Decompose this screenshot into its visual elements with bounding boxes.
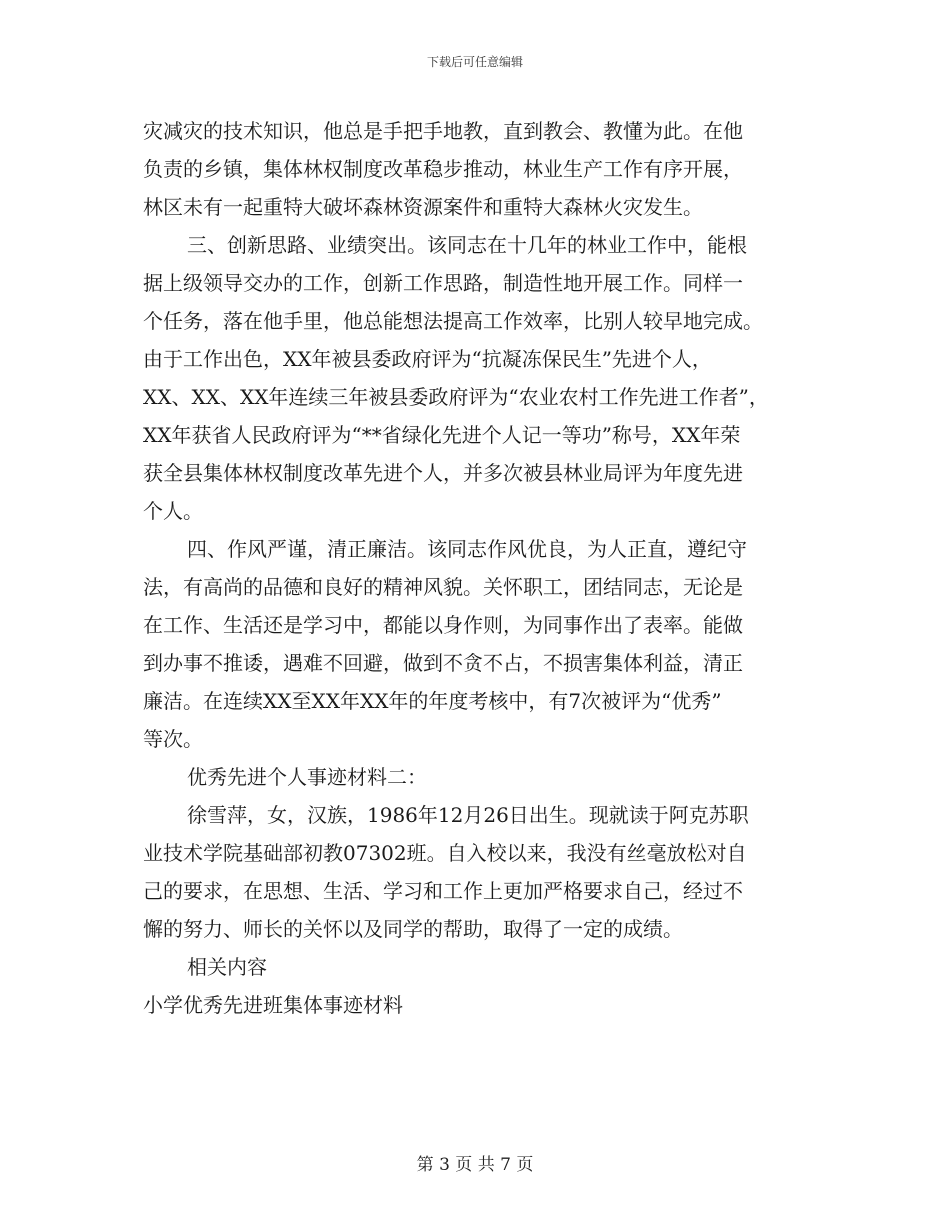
text-line: 法，有高尚的品德和良好的精神风貌。关怀职工，团结同志，无论是 [143, 575, 743, 599]
text-line: 业技术学院基础部初教07302班。自入校以来，我没有丝毫放松对自 [143, 841, 747, 865]
text-line: 徐雪萍，女，汉族，1986年12月26日出生。现就读于阿克苏职 [187, 803, 749, 827]
text-line: 懈的努力、师长的关怀以及同学的帮助，取得了一定的成绩。 [143, 917, 683, 941]
text-line: 获全县集体林权制度改革先进个人，并多次被县林业局评为年度先进 [143, 461, 743, 485]
material-two-title: 优秀先进个人事迹材料二： [187, 765, 427, 789]
document-body [143, 112, 808, 1024]
text-line: 灾减灾的技术知识，他总是手把手地教，直到教会、教懂为此。在他 [143, 119, 743, 143]
text-line: XX、XX、XX年连续三年被县委政府评为“农业农村工作先进工作者”， [143, 385, 769, 409]
text-line: 由于工作出色，XX年被县委政府评为“抗凝冻保民生”先进个人， [143, 347, 712, 371]
related-content-link[interactable]: 小学优秀先进班集体事迹材料 [143, 993, 403, 1017]
text-line: XX年获省人民政府评为“**省绿化先进个人记一等功”称号，XX年荣 [143, 423, 741, 447]
text-line: 据上级领导交办的工作，创新工作思路，制造性地开展工作。同样一 [143, 271, 743, 295]
page-header: 下载后可任意编辑 [426, 55, 523, 69]
text-line: 到办事不推诿，遇难不回避，做到不贪不占，不损害集体利益，清正 [143, 651, 743, 675]
text-line: 林区未有一起重特大破坏森林资源案件和重特大森林火灾发生。 [143, 195, 703, 219]
text-line: 个人。 [143, 499, 203, 523]
text-line: 负责的乡镇，集体林权制度改革稳步推动，林业生产工作有序开展， [143, 157, 743, 181]
text-line: 己的要求，在思想、生活、学习和工作上更加严格要求自己，经过不 [143, 879, 743, 903]
section-four-heading-line: 四、作风严谨，清正廉洁。该同志作风优良，为人正直，遵纪守 [187, 537, 747, 561]
text-line: 等次。 [143, 727, 203, 751]
text-line: 个任务，落在他手里，他总能想法提高工作效率，比别人较早地完成。 [143, 309, 763, 333]
text-line: 在工作、生活还是学习中，都能以身作则，为同事作出了表率。能做 [143, 613, 743, 637]
section-three-heading-line: 三、创新思路、业绩突出。该同志在十几年的林业工作中，能根 [187, 233, 747, 257]
related-content-label: 相关内容 [187, 955, 267, 979]
text-line: 廉洁。在连续XX至XX年XX年的年度考核中，有7次被评为“优秀” [143, 689, 722, 713]
page-footer: 第 3 页 共 7 页 [416, 1155, 534, 1175]
